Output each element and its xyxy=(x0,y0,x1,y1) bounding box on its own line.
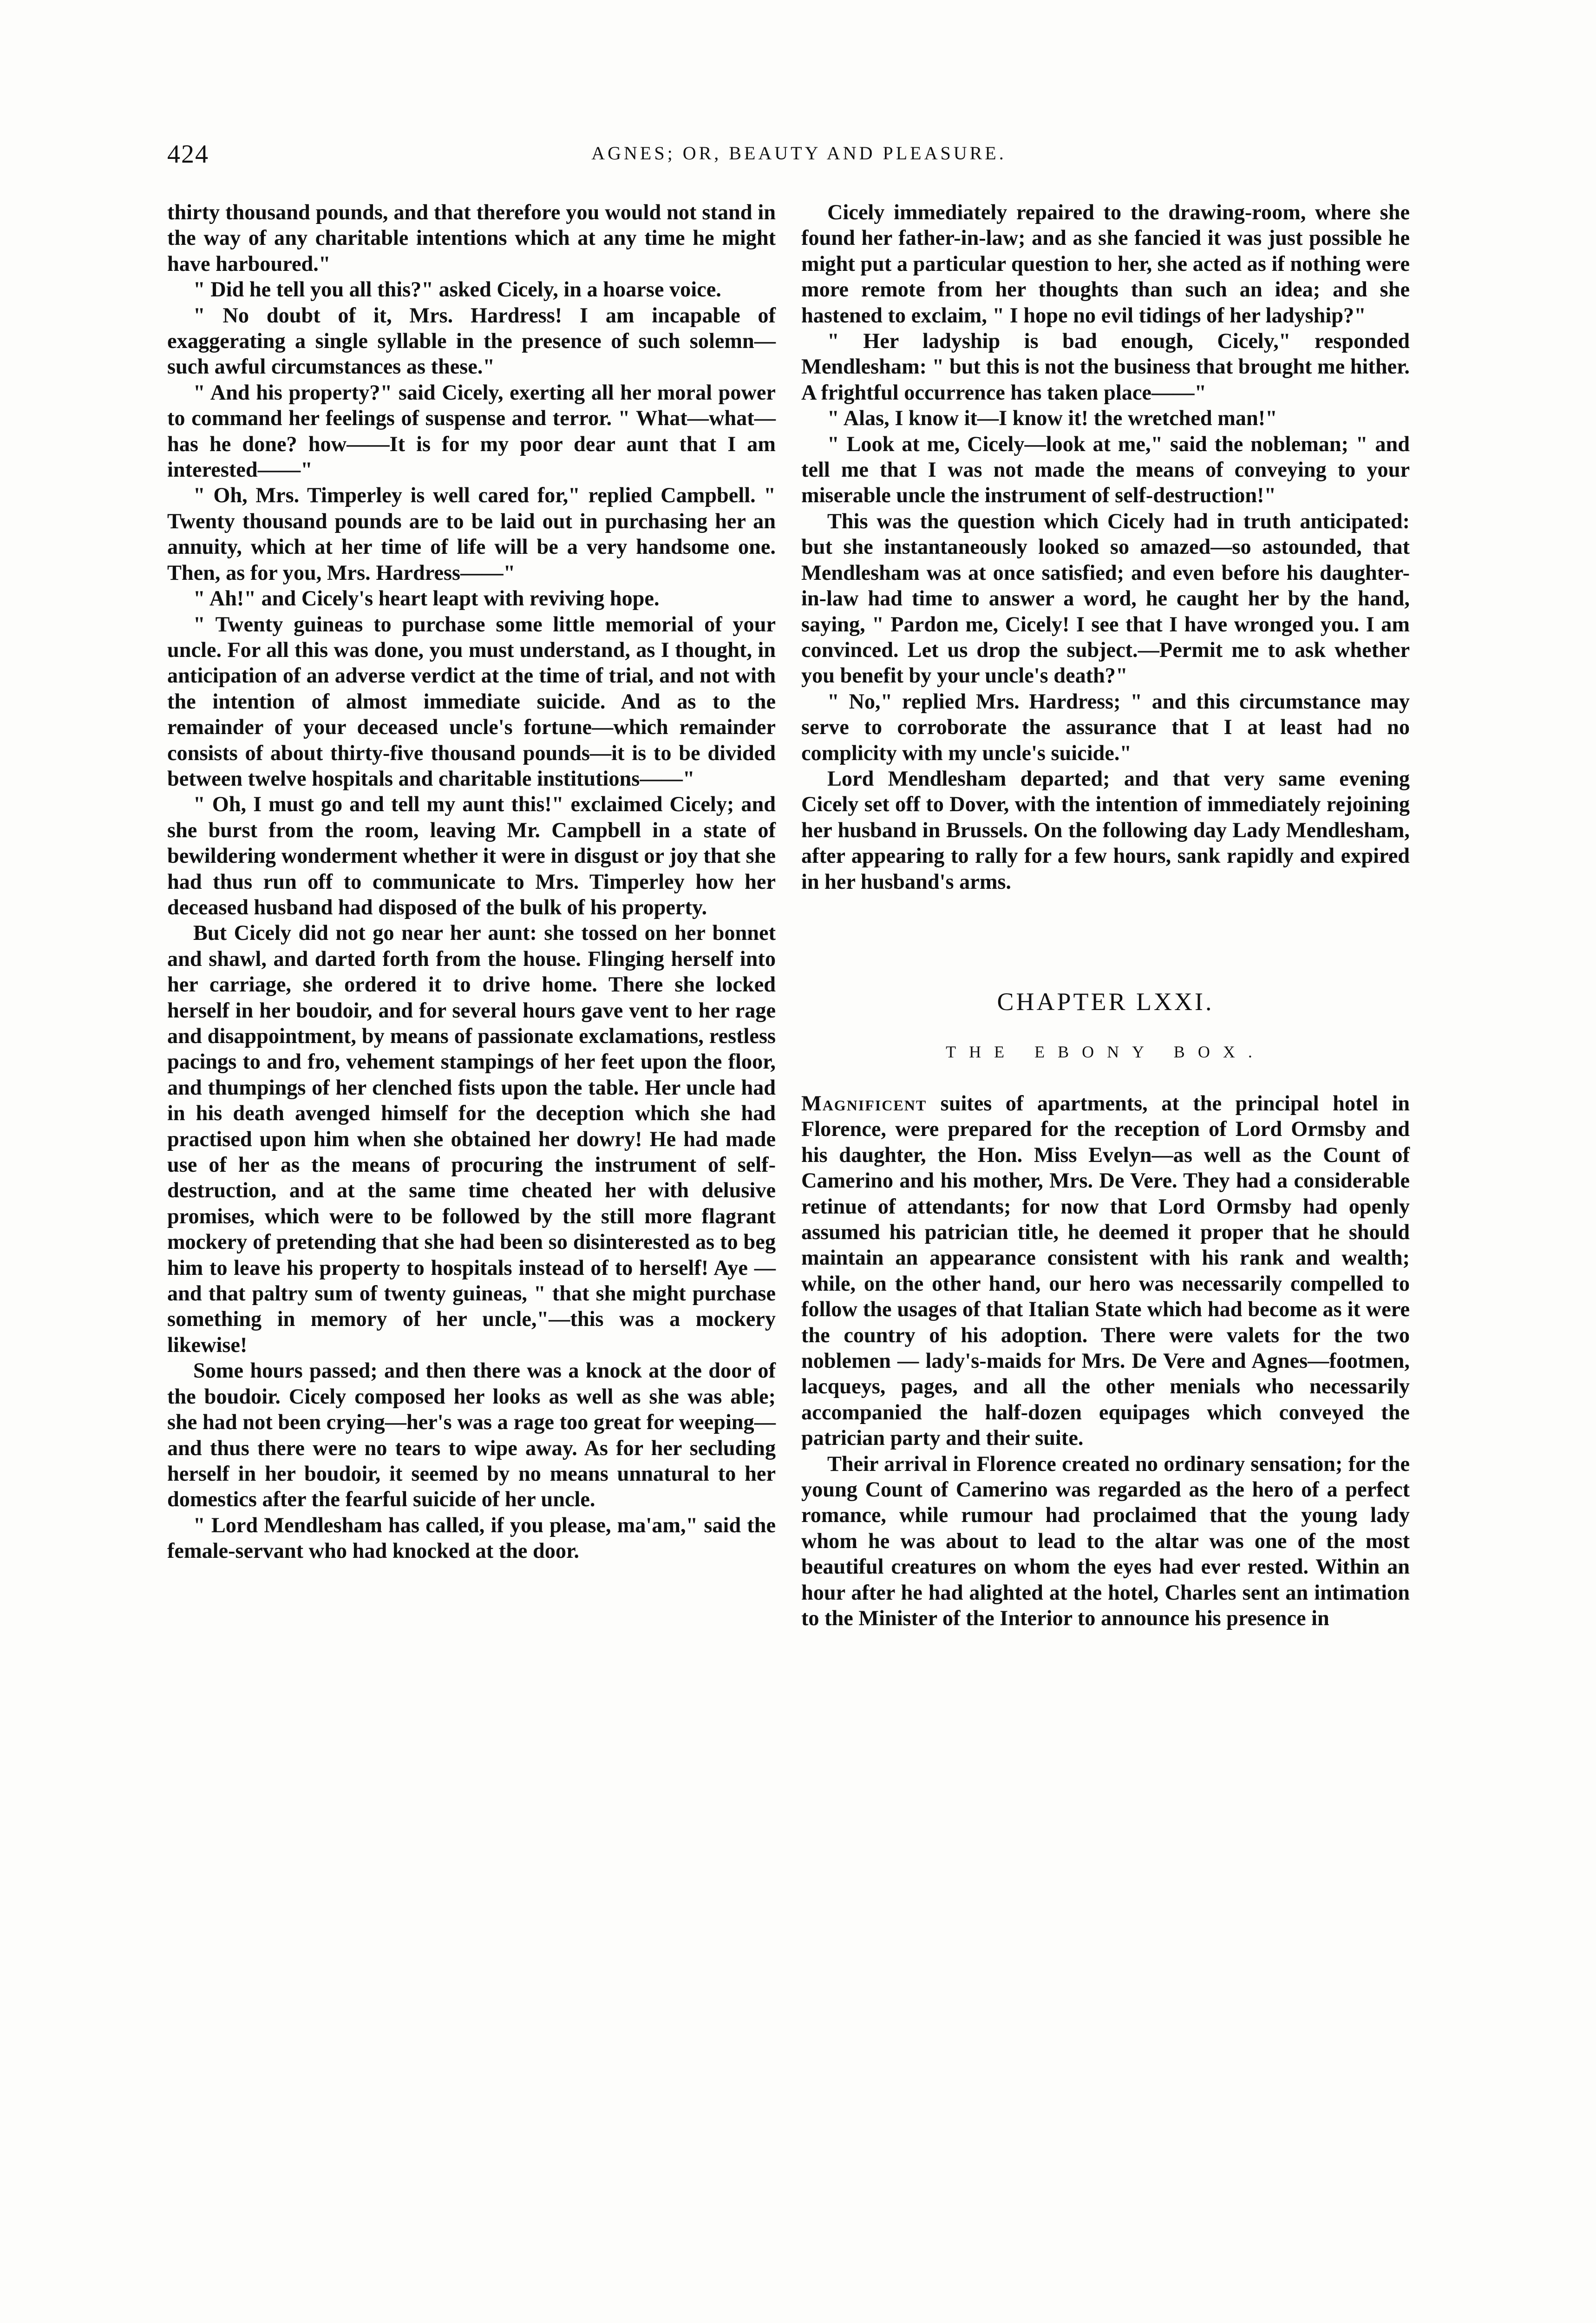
page-header xyxy=(167,139,1431,172)
paragraph: But Cicely did not go near her aunt: she tossed on her bonnet and shawl, and darted forth from the house. Flinging herself into her carriage, she ordered it to drive home. There she locked herself in her boudoir, and for several hours gave vent to her rage and disappointment, by means of passionate exclamations, restless pacings to and fro, vehement stampings of her feet upon the floor, and thumpings of her clenched fists upon the table. Her uncle had in his death avenged himself for the deception which she had practised upon him when she obtained her dowry! He had made use of her as the means of procuring the instrument of self-destruction, and at the same time cheated her with delusive promises, which were to be followed by the still more flagrant mockery of pretending that she had been so disinterested as to beg him to leave his property to hospitals instead of to herself! Aye — and that paltry sum of twenty guineas, " that she might purchase something in memory of her uncle,"—this was a mockery likewise! xyxy=(167,921,776,1357)
paragraph: Their arrival in Florence created no ordinary sensation; for the young Count of Camerino was regarded as the hero of a perfect romance, while rumour had proclaimed that the young lady whom he was about to lead to the altar was one of the most beautiful creatures on whom the eyes had ever rested. Within an hour after he had alighted at the hotel, Charles sent an intimation to the Minister of the Interior to announce his presence in xyxy=(801,1452,1410,1631)
running-head: AGNES; OR, BEAUTY AND PLEASURE. xyxy=(591,143,1007,164)
page-number: 424 xyxy=(167,140,209,169)
paragraph xyxy=(801,1091,1410,1451)
paragraph: " Ah!" and Cicely's heart leapt with reviving hope. xyxy=(193,587,660,611)
paragraph: " Oh, Mrs. Timperley is well cared for," replied Campbell. " Twenty thousand pounds are to be laid out in purchasing her an annuity, which at her time of life will be a very handsome one. Then, as for you, Mrs. Hardress——" xyxy=(167,484,776,585)
paragraph: " Her ladyship is bad enough, Cicely," responded Mendlesham: " but this is not the business that brought me hither. A frightful occurrence has taken place——" xyxy=(801,329,1410,405)
paragraph: Some hours passed; and then there was a knock at the door of the boudoir. Cicely composed her looks as well as she was able; she had not been crying—her's was a rage too great for weeping—and thus there were no tears to wipe away. As for her secluding herself in her boudoir, it seemed by no means unnatural to her domestics after the fearful suicide of her uncle. xyxy=(167,1359,776,1512)
paragraph: " Oh, I must go and tell my aunt this!" exclaimed Cicely; and she burst from the room, leaving Mr. Campbell in a state of bewildering wonderment whether it were in disgust or joy that she had thus run off to communicate to Mrs. Timperley how her deceased husband had disposed of the bulk of his property. xyxy=(167,793,776,919)
paragraph: " Lord Mendlesham has called, if you please, ma'am," said the female-servant who had knocked at the door. xyxy=(167,1513,776,1563)
chapter-subtitle: THE EBONY BOX. xyxy=(946,1042,1265,1061)
chapter-title: CHAPTER LXXI. xyxy=(997,987,1214,1016)
right-column xyxy=(801,200,1410,1632)
lead-word: Magnificent xyxy=(801,1091,927,1116)
paragraph: " No," replied Mrs. Hardress; " and this circumstance may serve to corroborate the assurance that I at least had no complicity with my uncle's suicide." xyxy=(801,689,1410,765)
paragraph: " And his property?" said Cicely, exerting all her moral power to command her feelings of suspense and terror. " What—what—has he done? how——It is for my poor dear aunt that I am interested——" xyxy=(167,381,776,482)
paragraph: Lord Mendlesham departed; and that very same evening Cicely set off to Dover, with the intention of immediately rejoining her husband in Brussels. On the following day Lady Mendlesham, after appearing to rally for a few hours, sank rapidly and expired in her husband's arms. xyxy=(801,767,1410,894)
paragraph: " Alas, I know it—I know it! the wretched man!" xyxy=(827,407,1277,431)
paragraph: " Did he tell you all this?" asked Cicely, in a hoarse voice. xyxy=(193,278,721,302)
paragraph: " Look at me, Cicely—look at me," said the nobleman; " and tell me that I was not made the means of conveying to your miserable uncle the instrument of self-destruction!" xyxy=(801,432,1410,508)
paragraph-text: suites of apartments, at the principal hotel in Florence, were prepared for the reception of Lord Ormsby and his daughter, the Hon. Miss Evelyn—as well as the Count of Camerino and his mother, Mrs. De Vere. They had a considerable retinue of attendants; for now that Lord Ormsby had openly assumed his patrician title, he deemed it proper that he should maintain an appearance consistent with his rank and wealth; while, on the other hand, our hero was necessarily compelled to follow the usages of that Italian State which had become as it were the country of his adoption. There were valets for the two noblemen — lady's-maids for Mrs. De Vere and Agnes—footmen, lacqueys, pages, and all the other menials who necessarily accompanied the half-dozen equipages which conveyed the patrician party and their suite. xyxy=(801,1091,1410,1450)
paragraph: This was the question which Cicely had in truth anticipated: but she instantaneously looked so amazed—so astounded, that Mendlesham was at once satisfied; and even before his daughter-in-law had time to answer a word, he caught her by the hand, saying, " Pardon me, Cicely! I see that I have wronged you. I am convinced. Let us drop the subject.—Permit me to ask whether you benefit by your uncle's death?" xyxy=(801,509,1410,688)
paragraph: thirty thousand pounds, and that therefore you would not stand in the way of any charitable intentions which at any time he might have harboured." xyxy=(167,201,776,276)
left-column xyxy=(167,200,776,1564)
chapter-heading xyxy=(801,988,1410,1062)
paragraph: Cicely immediately repaired to the drawing-room, where she found her father-in-law; and as she fancied it was just possible he might put a particular question to her, she acted as if nothing were more remote from her thoughts than such an idea; and she hastened to exclaim, " I hope no evil tidings of her ladyship?" xyxy=(801,201,1410,328)
paragraph: " No doubt of it, Mrs. Hardress! I am incapable of exaggerating a single syllable in the presence of such solemn—such awful circumstances as these." xyxy=(167,303,776,379)
paragraph: " Twenty guineas to purchase some little memorial of your uncle. For all this was done, you must understand, as I thought, in anticipation of an adverse verdict at the time of trial, and not with the intention of almost immediate suicide. And as to the remainder of your deceased uncle's fortune—which remainder consists of about thirty-five thousand pounds—it is to be divided between twelve hospitals and charitable institutions——" xyxy=(167,612,776,791)
